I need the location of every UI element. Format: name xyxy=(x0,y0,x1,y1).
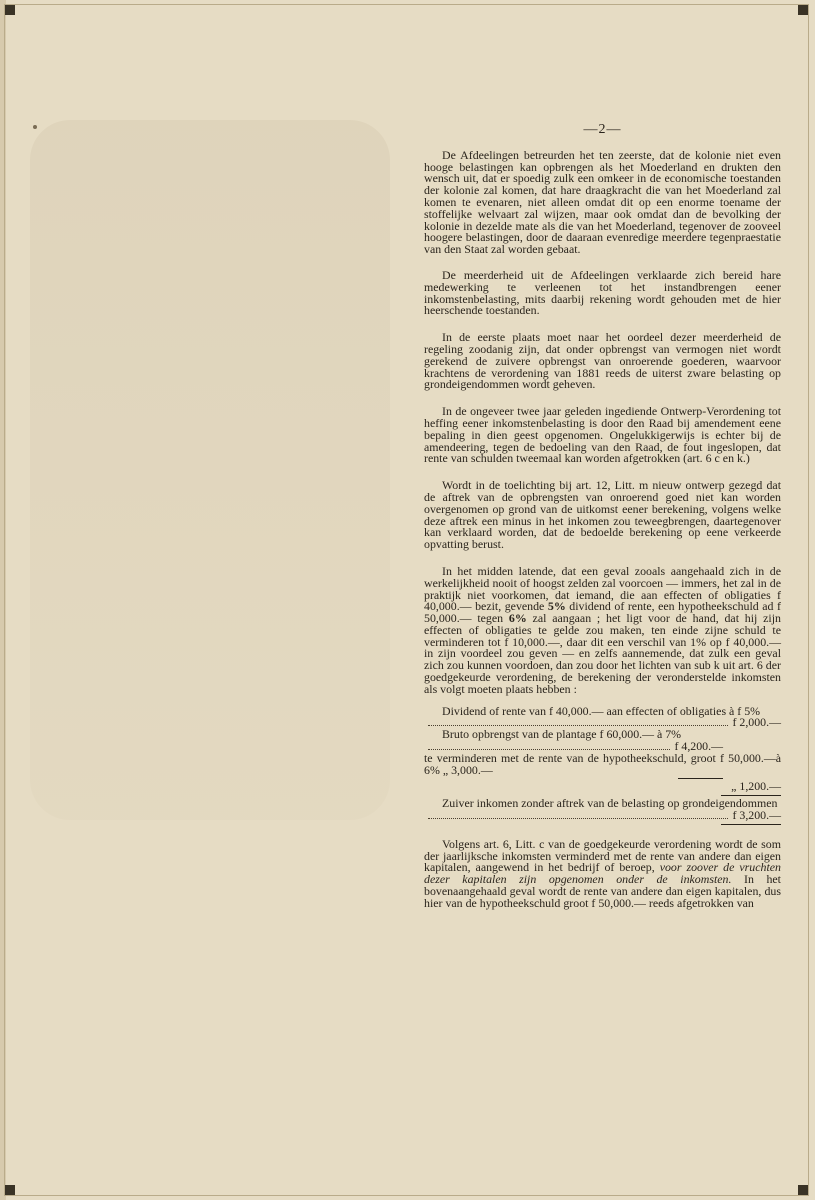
corner-mark xyxy=(5,5,15,15)
calc-line xyxy=(424,798,781,810)
paragraph: De meerderheid uit de Afdeelingen verklaarde zich bereid hare medewerking te verleenen tot het instandbrengen eener inkomstenbelasting, mits daarbij rekening wordt gehouden met de hier heerschende toestanden. xyxy=(424,267,781,318)
calc-line xyxy=(424,729,781,741)
text-column xyxy=(424,124,781,925)
corner-mark xyxy=(798,5,808,15)
paragraph: In de ongeveer twee jaar geleden ingediende Ontwerp-Verordening tot heffing eener inkomstenbelasting is door den Raad bij amendement eene bepaling in dien geest opgenomen. Ongelukkigerwijs is echter bij de amendeering, tegen de bedoeling van den Raad, de fout ingeslopen, dat rente van schulden tweemaal kan worden afgetrokken (art. 6 c en k.) xyxy=(424,404,781,466)
leader-dots xyxy=(428,810,728,819)
calc-line xyxy=(424,750,781,777)
leader-dots xyxy=(428,741,670,750)
calc-rule xyxy=(721,824,781,825)
calc-amount: f 4,200.— xyxy=(674,739,723,754)
paragraph-text: In het midden latende, dat een geval zooals aangehaald zich in de werkelijkheid nooit of hoogst zelden zal voorcoen — immers, het zal in de praktijk niet voorkomen, dat iemand, die aan effecten of obligaties f 40,000.— bezit, gevende xyxy=(424,563,781,614)
percentage-bold: 6% xyxy=(508,611,527,626)
paragraph: Wordt in de toelichting bij art. 12, Litt. m nieuw ontwerp gezegd dat de aftrek van de opbrengsten van onroerend goed niet kan worden overgenomen op grond van de uitkomst eener berekening, volgens welke deze aftrek een minus in het inkomen zou teweegbrengen, daartegenover kan verklaard worden, dat de bedoelde berekening op eene verkeerde opvatting berust. xyxy=(424,478,781,552)
calc-net-amount: „ 1,200.— xyxy=(731,779,781,794)
paragraph: In de eerste plaats moet naar het oordeel dezer meerderheid de regeling zoodanig zijn, dat onder opbrengst van vermogen niet wordt gerekend de zuivere opbrengst van onroerende goederen, waarvoor krachtens de verordening van 1881 reeds de uiterst zware belasting op grondeigendommen wordt geheven. xyxy=(424,330,781,392)
calc-line xyxy=(424,703,781,718)
paragraph: De Afdeelingen betreurden het ten zeerste, dat de kolonie niet even hooge belastingen kan opbrengen als het Moederland en drukten den wensch uit, dat er spoedig zulk een omkeer in de economische toestanden der kolonie zal komen, dat hare draagkracht die van het Moederland zal komen te evenaren, niet alleen omdat dit op een enorme toename der stoffelijke welvaart zal wijzen, maar ook omdat dan de bevolking der kolonie in dezelde mate als die van het Moederland, tegenover de zooveel hoogere belastingen, door de daaraan evenredige meerdere tegenpraestatie van den Staat zal worden gebaat. xyxy=(424,147,781,257)
corner-mark xyxy=(5,1185,15,1195)
paper-speck xyxy=(33,125,37,129)
leader-dots xyxy=(428,717,728,726)
calc-label: te verminderen met de rente van de hypotheekschuld, groot f 50,000.—à 6% xyxy=(424,750,781,777)
show-through-shadow xyxy=(30,120,390,820)
page-number: —2— xyxy=(583,122,622,137)
corner-mark xyxy=(798,1185,808,1195)
paragraph-text: In het bovenaangehaald geval wordt de rente van andere dan eigen kapitalen, dus hier van de hypotheekschuld groot f 50,000.— reeds afgetrokken van xyxy=(424,872,781,910)
calc-net-line xyxy=(424,781,781,793)
calc-rule xyxy=(678,778,723,779)
calc-label: Dividend of rente van f 40,000.— aan effecten of obligaties à f 5% xyxy=(442,703,761,718)
paragraph-text: zal aangaan ; het ligt voor de hand, dat hij zijn effecten of obligaties te gelde zou maken, ten einde zijne schuld te verminderen tot f 10,000.—, daar dit een verschil van 1% op f 40,000.— in zijn voordeel zou geven — en zelfs aannemende, dat zulk een geval zich zou kunnen voordoen, dan zou door het lichten van sub k uit art. 6 der goedgekeurde verordening, de berekening der veronderstelde inkomsten als volgt moeten plaats hebben : xyxy=(424,611,781,696)
paragraph xyxy=(424,563,781,696)
percentage-bold: 5% xyxy=(547,599,566,614)
calc-label: Bruto opbrengst van de plantage f 60,000.— à 7% xyxy=(442,727,682,742)
calc-amount-line xyxy=(424,810,781,822)
paragraph xyxy=(424,836,781,910)
calc-total-label: Zuiver inkomen zonder aftrek van de belasting op grondeigendommen xyxy=(442,796,778,811)
paragraph-text: Volgens art. 6, Litt. c van de goedgekeurde verordening wordt de som der jaarlijksche inkomsten verminderd met de rente van andere dan eigen kapitalen, aangewend in het bedrijf of beroep, xyxy=(424,836,781,875)
calc-total-amount: f 3,200.— xyxy=(732,808,781,823)
paragraph-italic: voor zoover de vruchten dezer kapitalen zijn opgenomen onder de inkomsten. xyxy=(424,860,781,887)
paragraph-text: dividend of rente, een hypotheekschuld ad f 50,000.— tegen xyxy=(424,599,781,626)
calc-amount: f 2,000.— xyxy=(732,715,781,730)
income-calculation xyxy=(424,703,781,825)
calc-amount: „ 3,000.— xyxy=(442,762,493,777)
